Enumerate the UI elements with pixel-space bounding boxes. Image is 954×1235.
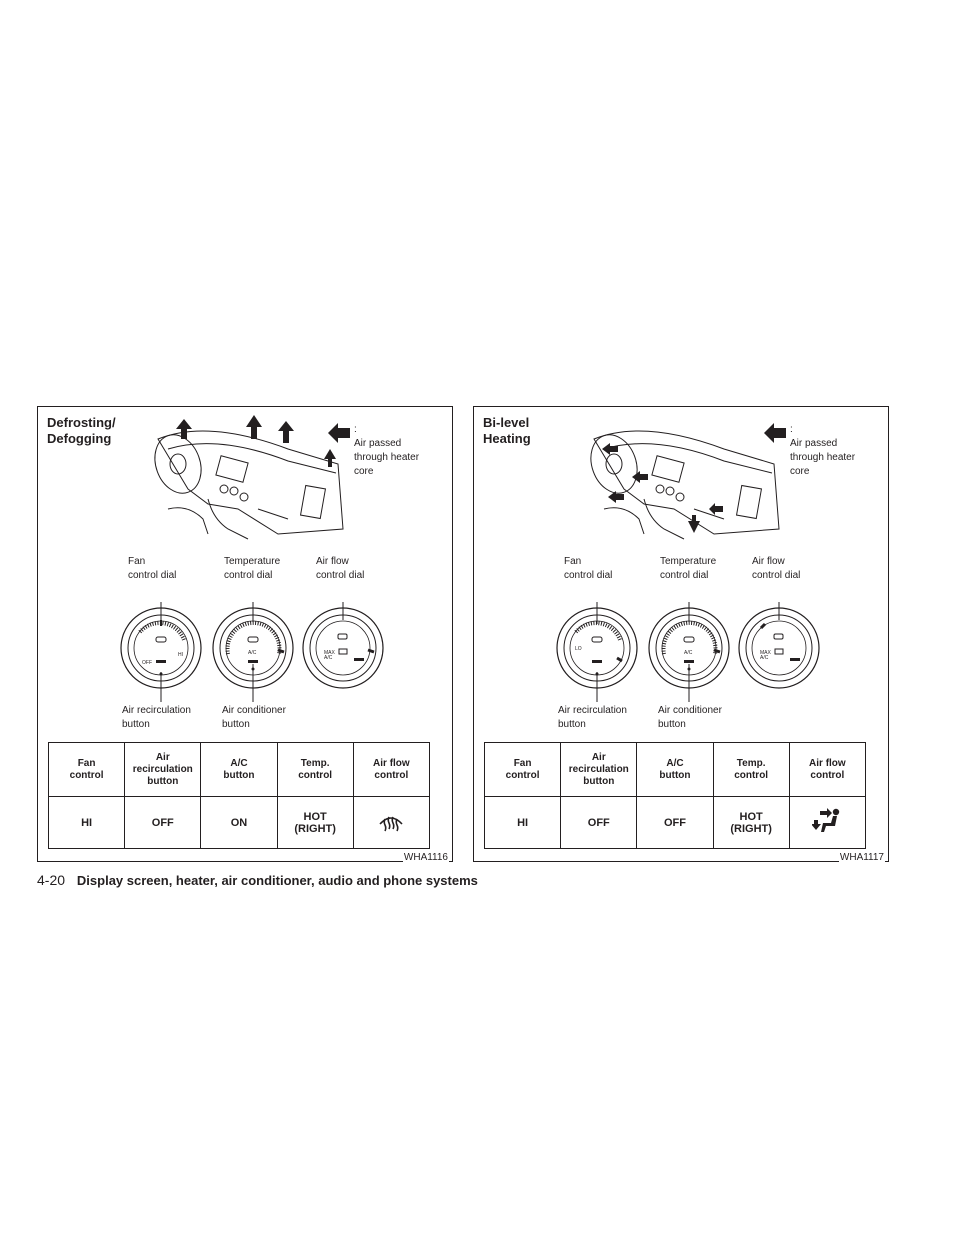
table-header-row: Fan control Air recirculation button A/C button Temp. control Air flow control bbox=[485, 743, 866, 797]
svg-text:A/C: A/C bbox=[248, 650, 257, 656]
figure-code: WHA1116 bbox=[403, 852, 448, 863]
page-footer bbox=[37, 872, 478, 888]
figure-title: Defrosting/ Defogging bbox=[47, 415, 116, 446]
page-number: 4-20 bbox=[37, 872, 66, 888]
defrost-icon bbox=[378, 810, 404, 832]
figure-code: WHA1117 bbox=[839, 852, 884, 863]
control-dials bbox=[38, 602, 454, 702]
dashboard-illustration bbox=[584, 409, 784, 549]
ac-button-label: Air conditioner button bbox=[658, 705, 722, 730]
svg-text:HI: HI bbox=[178, 652, 183, 658]
recirc-button-label: Air recirculation button bbox=[122, 705, 191, 730]
legend: : Air passed through heater core bbox=[764, 423, 876, 471]
recirc-button-label: Air recirculation button bbox=[558, 705, 627, 730]
section-title: Display screen, heater, air conditioner, audio and phone systems bbox=[76, 873, 478, 888]
svg-text:A/C: A/C bbox=[760, 655, 769, 661]
settings-table bbox=[48, 742, 430, 849]
svg-text:MAX: MAX bbox=[324, 650, 335, 656]
fan-dial-label: Fan control dial bbox=[128, 556, 177, 581]
control-dials bbox=[474, 602, 890, 702]
svg-text:OFF: OFF bbox=[142, 660, 152, 666]
table-row: HI OFF OFF HOT (RIGHT) bbox=[485, 797, 866, 849]
figure-bi-level-heating bbox=[473, 406, 889, 862]
temp-dial-label: Temperature control dial bbox=[660, 556, 717, 581]
figure-title: Bi-level Heating bbox=[483, 415, 531, 446]
legend: : Air passed through heater core bbox=[328, 423, 440, 471]
svg-text:LO: LO bbox=[575, 646, 582, 652]
fan-dial-label: Fan control dial bbox=[564, 556, 613, 581]
svg-text:A/C: A/C bbox=[324, 655, 333, 661]
svg-text:MAX: MAX bbox=[760, 650, 771, 656]
svg-text:A/C: A/C bbox=[684, 650, 693, 656]
settings-table bbox=[484, 742, 866, 849]
bi-level-icon bbox=[812, 807, 842, 835]
table-header-row: Fan control Air recirculation button A/C button Temp. control Air flow control bbox=[49, 743, 430, 797]
dashboard-illustration bbox=[148, 409, 348, 549]
figure-defrosting bbox=[37, 406, 453, 862]
ac-button-label: Air conditioner button bbox=[222, 705, 286, 730]
table-row: HI OFF ON HOT (RIGHT) bbox=[49, 797, 430, 849]
airflow-dial-label: Air flow control dial bbox=[752, 556, 801, 581]
airflow-dial-label: Air flow control dial bbox=[316, 556, 365, 581]
temp-dial-label: Temperature control dial bbox=[224, 556, 281, 581]
